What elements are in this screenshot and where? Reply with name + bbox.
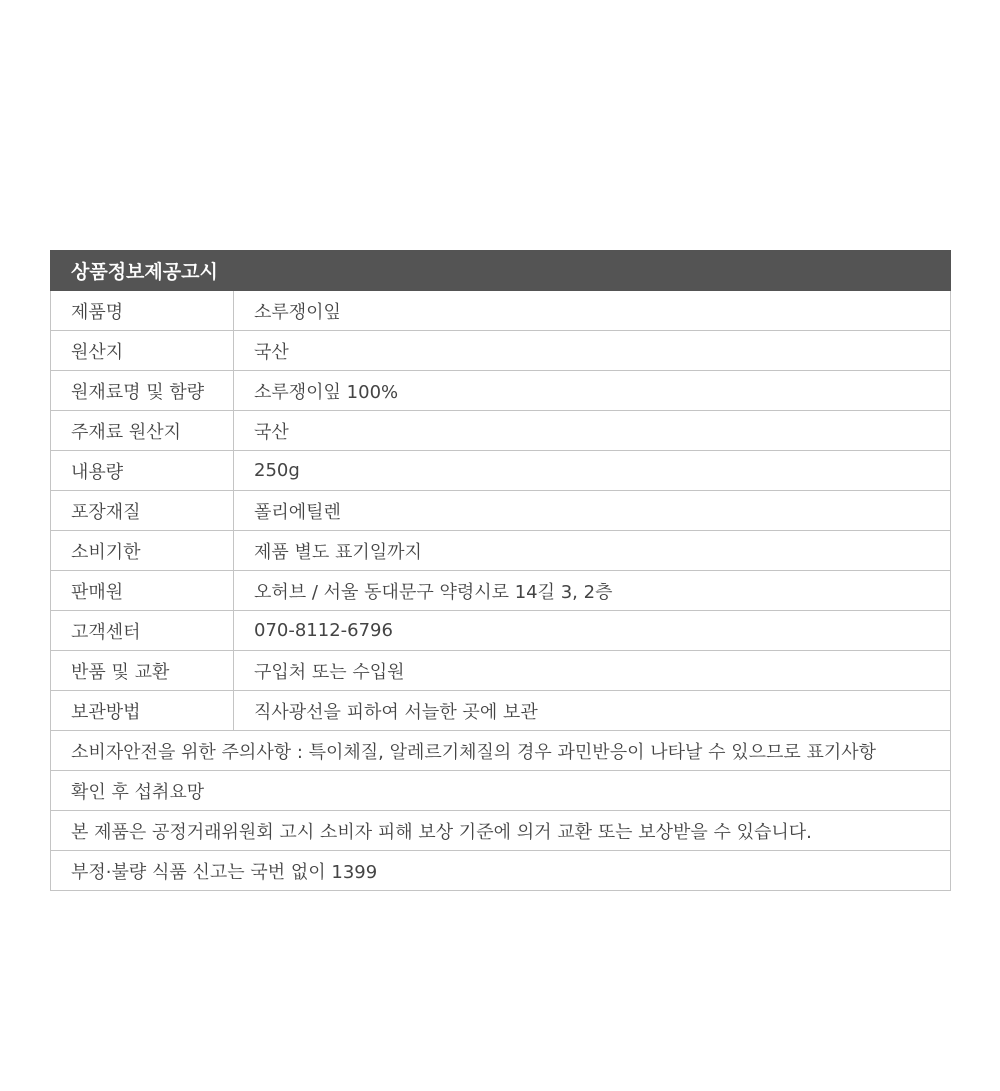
note-row	[51, 771, 951, 811]
notice-title: 상품정보제공고시	[51, 251, 951, 291]
table-row	[51, 491, 951, 531]
row-label: 제품명	[51, 291, 234, 331]
safety-note-continued: 확인 후 섭취요망	[51, 771, 951, 811]
row-label: 포장재질	[51, 491, 234, 531]
row-value: 직사광선을 피하여 서늘한 곳에 보관	[234, 691, 951, 731]
row-label: 원산지	[51, 331, 234, 371]
table-row	[51, 651, 951, 691]
table-row	[51, 571, 951, 611]
compensation-note: 본 제품은 공정거래위원회 고시 소비자 피해 보상 기준에 의거 교환 또는 보상받을 수 있습니다.	[51, 811, 951, 851]
row-label: 보관방법	[51, 691, 234, 731]
table-row	[51, 531, 951, 571]
row-value: 구입처 또는 수입원	[234, 651, 951, 691]
row-label: 고객센터	[51, 611, 234, 651]
row-value: 오허브 / 서울 동대문구 약령시로 14길 3, 2층	[234, 571, 951, 611]
note-row	[51, 811, 951, 851]
safety-note: 소비자안전을 위한 주의사항 : 특이체질, 알레르기체질의 경우 과민반응이 나타날 수 있으므로 표기사항	[51, 731, 951, 771]
table-row	[51, 331, 951, 371]
row-value: 소루쟁이잎 100%	[234, 371, 951, 411]
table-row	[51, 691, 951, 731]
table-row	[51, 451, 951, 491]
table-row	[51, 291, 951, 331]
table-row	[51, 371, 951, 411]
row-value: 제품 별도 표기일까지	[234, 531, 951, 571]
row-label: 판매원	[51, 571, 234, 611]
row-label: 내용량	[51, 451, 234, 491]
row-value: 국산	[234, 331, 951, 371]
row-label: 주재료 원산지	[51, 411, 234, 451]
note-row	[51, 851, 951, 891]
row-value: 070-8112-6796	[234, 611, 951, 651]
row-value: 폴리에틸렌	[234, 491, 951, 531]
row-value: 250g	[234, 451, 951, 491]
product-info-notice-table	[50, 250, 951, 891]
row-value: 소루쟁이잎	[234, 291, 951, 331]
report-hotline-note: 부정·불량 식품 신고는 국번 없이 1399	[51, 851, 951, 891]
row-label: 소비기한	[51, 531, 234, 571]
table-row	[51, 411, 951, 451]
table-header-row	[51, 251, 951, 291]
row-label: 반품 및 교환	[51, 651, 234, 691]
table-row	[51, 611, 951, 651]
row-value: 국산	[234, 411, 951, 451]
row-label: 원재료명 및 함량	[51, 371, 234, 411]
note-row	[51, 731, 951, 771]
